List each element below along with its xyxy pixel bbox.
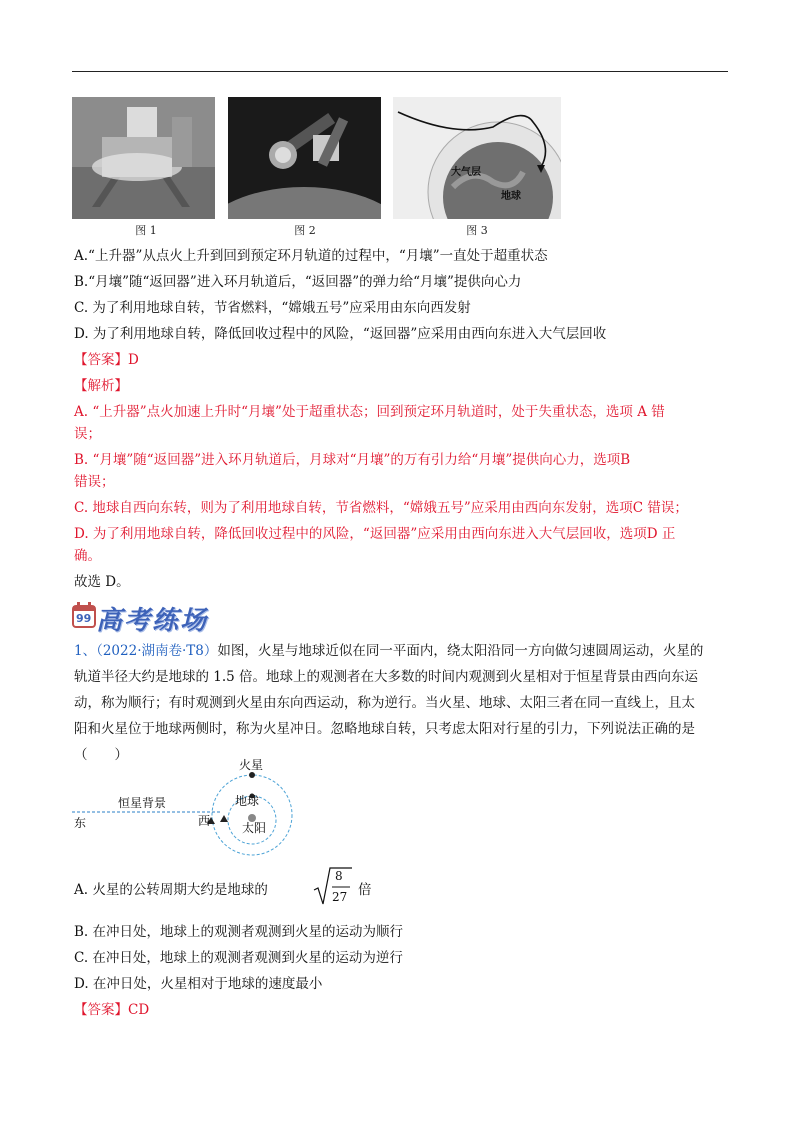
prev-option-c: C. 为了利用地球自转，节省燃料，“嫦娥五号”应采用由东向西发射: [74, 300, 471, 316]
question-line-3: 动，称为顺行；有时观测到火星由东向西运动，称为逆行。当火星、地球、太阳三者在同一直线上，且太: [74, 695, 695, 711]
analysis-line-1: A. “上升器”点火加速上升时“月壤”处于超重状态；回到预定环月轨道时，处于失重状态，选项 A 错: [74, 404, 665, 420]
analysis-line-3: B. “月壤”随“返回器”进入环月轨道后，月球对“月壤”的万有引力给“月壤”提供向心力，选项B: [74, 452, 631, 468]
earth-label: 地球: [501, 191, 521, 202]
atmosphere-label: 大气层: [451, 167, 481, 178]
analysis-line-6: D. 为了利用地球自转，降低回收过程中的风险，“返回器”应采用由西向东进入大气层回收，选项D 正: [74, 526, 676, 542]
question-answer-label: 【答案】: [74, 1002, 128, 1018]
conclusion: 故选 D。: [74, 574, 130, 590]
earth-illustration: [393, 97, 561, 219]
option-a-prefix: A. 火星的公转周期大约是地球的: [74, 882, 268, 898]
calendar-icon-text: 99: [76, 612, 92, 625]
question-line-1: [74, 638, 730, 664]
option-a-denominator: 27: [332, 890, 348, 904]
analysis-line-7: 确。: [74, 548, 101, 564]
question-line-4: 阳和火星位于地球两侧时，称为火星冲日。忽略地球自转，只考虑太阳对行星的引力，下列说法正确的是: [74, 721, 695, 737]
option-b: B. 在冲日处，地球上的观测者观测到火星的运动为顺行: [74, 924, 404, 940]
earth-diagram-label: 地球: [235, 794, 260, 808]
question-text: [74, 638, 730, 768]
analysis-line-2: 误；: [74, 426, 101, 442]
option-a-numerator: 8: [335, 869, 343, 883]
option-d: D. 在冲日处，火星相对于地球的速度最小: [74, 976, 323, 992]
analysis-line-5: C. 地球自西向东转，则为了利用地球自转，节省燃料，“嫦娥五号”应采用由西向东发射，选项C 错误；: [74, 500, 688, 516]
figure-3-caption: 图 3: [466, 224, 488, 237]
analysis-label: 【解析】: [74, 378, 128, 394]
lander-illustration: [72, 97, 215, 219]
question-number: 1、: [74, 643, 97, 659]
answer-label: 【答案】: [74, 352, 128, 368]
question-line-5: （ ）: [74, 747, 128, 763]
question-answer-value: CD: [128, 1002, 150, 1018]
question-answer: [74, 1000, 149, 1020]
mars-label: 火星: [239, 758, 264, 772]
calendar-icon: [72, 602, 96, 628]
star-background-label: 恒星背景: [118, 796, 167, 810]
figure-1-caption: 图 1: [135, 224, 157, 237]
analysis-line-4: 错误；: [74, 474, 115, 490]
earth-atmosphere-image: [393, 97, 561, 219]
option-c: C. 在冲日处，地球上的观测者观测到火星的运动为逆行: [74, 950, 403, 966]
prev-option-a: A.“上升器”从点火上升到回到预定环月轨道的过程中，“月壤”一直处于超重状态: [74, 248, 548, 264]
orbiter-image: [228, 97, 381, 219]
east-label: 东: [74, 816, 87, 830]
prev-option-b: B.“月壤”随“返回器”进入环月轨道后，“返回器”的弹力给“月壤”提供向心力: [74, 274, 522, 290]
figure-2-caption: 图 2: [294, 224, 316, 237]
lander-image: [72, 97, 215, 219]
orbit-diagram: [72, 760, 332, 860]
question-line-1-text: 如图，火星与地球近似在同一平面内，绕太阳沿同一方向做匀速圆周运动，火星的: [217, 643, 704, 659]
west-label: 西: [198, 814, 211, 828]
header-rule: [72, 71, 728, 72]
question-source: （2022·湖南卷·T8）: [96, 643, 218, 659]
sun-label: 太阳: [242, 821, 267, 835]
question-line-2: 轨道半径大约是地球的 1.5 倍。地球上的观测者在大多数的时间内观测到火星相对于恒星背景由西向东运: [74, 669, 699, 685]
option-a-suffix: 倍: [358, 882, 372, 898]
orbiter-illustration: [228, 97, 381, 219]
answer-value: D: [128, 352, 139, 368]
section-title: 高考练场: [96, 606, 209, 636]
prev-answer: [74, 350, 139, 370]
orbit-figure: [72, 760, 332, 860]
prev-option-d: D. 为了利用地球自转，降低回收过程中的风险，“返回器”应采用由西向东进入大气层回收: [74, 326, 607, 342]
